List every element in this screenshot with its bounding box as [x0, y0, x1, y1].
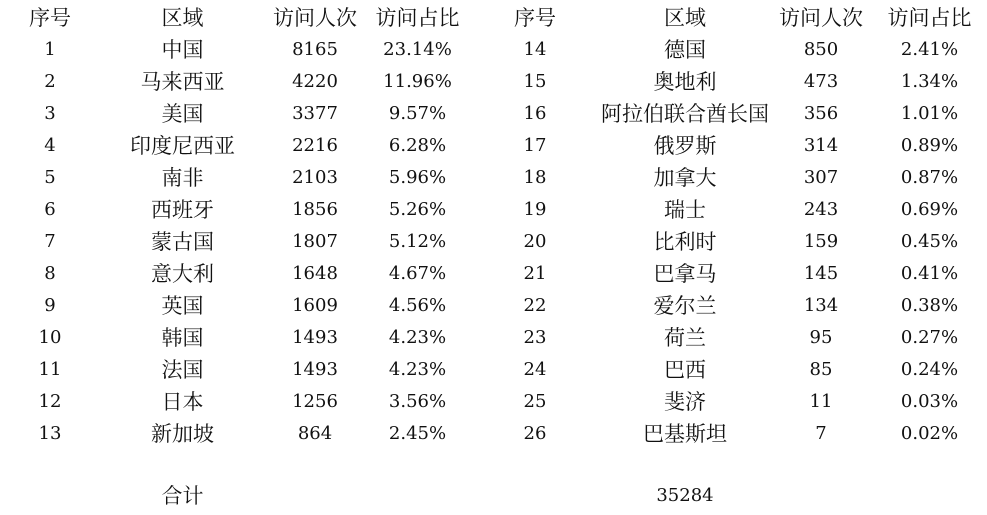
row-region: 巴拿马 [653, 262, 717, 286]
row-share: 0.89% [900, 135, 959, 156]
row-share: 23.14% [383, 39, 452, 60]
row-visits: 1256 [292, 391, 338, 412]
total-value: 35284 [656, 485, 714, 506]
row-visits: 1493 [292, 359, 338, 380]
row-share: 5.96% [388, 167, 447, 188]
table-row [0, 290, 987, 322]
row-no: 3 [44, 103, 56, 124]
row-no: 18 [523, 167, 547, 188]
table-row [0, 386, 987, 418]
row-visits: 1493 [292, 327, 338, 348]
row-no: 12 [38, 391, 62, 412]
row-region: 中国 [161, 38, 204, 62]
row-no: 11 [38, 359, 62, 380]
row-region: 阿拉伯联合酋长国 [601, 102, 769, 126]
row-no: 25 [523, 391, 547, 412]
row-visits: 473 [803, 71, 839, 92]
row-visits: 850 [803, 39, 839, 60]
row-visits: 159 [803, 231, 839, 252]
row-share: 6.28% [388, 135, 447, 156]
row-visits: 134 [803, 295, 839, 316]
row-no: 7 [44, 231, 56, 252]
visits-by-region-table [0, 2, 987, 450]
row-region: 印度尼西亚 [130, 134, 235, 158]
table-row [0, 162, 987, 194]
row-visits: 7 [815, 423, 827, 444]
row-region: 斐济 [664, 390, 706, 414]
row-region: 马来西亚 [140, 70, 225, 94]
row-no: 9 [44, 295, 56, 316]
row-region: 巴基斯坦 [643, 422, 727, 446]
header-row [0, 2, 987, 34]
row-region: 比利时 [653, 230, 717, 254]
row-share: 0.45% [900, 231, 959, 252]
row-share: 5.12% [388, 231, 447, 252]
row-share: 9.57% [388, 103, 447, 124]
header-region-right: 区域 [664, 6, 706, 30]
row-visits: 11 [809, 391, 833, 412]
row-no: 6 [44, 199, 56, 220]
row-no: 10 [38, 327, 62, 348]
row-region: 法国 [161, 358, 204, 382]
row-visits: 864 [297, 423, 333, 444]
table-row [0, 418, 987, 450]
row-share: 4.67% [388, 263, 447, 284]
row-visits: 356 [803, 103, 839, 124]
row-region: 爱尔兰 [653, 294, 717, 318]
row-share: 0.69% [900, 199, 959, 220]
row-visits: 2103 [292, 167, 338, 188]
row-visits: 145 [803, 263, 839, 284]
row-visits: 2216 [292, 135, 338, 156]
row-region: 瑞士 [664, 198, 706, 222]
row-share: 3.56% [388, 391, 447, 412]
row-region: 巴西 [664, 358, 706, 382]
row-visits: 1807 [292, 231, 338, 252]
row-no: 1 [44, 39, 56, 60]
header-visits-left: 访问人次 [273, 6, 357, 30]
row-no: 8 [44, 263, 56, 284]
row-no: 16 [523, 103, 547, 124]
row-region: 荷兰 [664, 326, 706, 350]
row-share: 2.45% [388, 423, 447, 444]
header-no-right: 序号 [514, 6, 556, 30]
table-row [0, 226, 987, 258]
row-share: 0.41% [900, 263, 959, 284]
row-region: 南非 [161, 166, 204, 190]
row-no: 4 [44, 135, 56, 156]
row-no: 14 [523, 39, 547, 60]
row-share: 4.23% [388, 359, 447, 380]
row-no: 22 [523, 295, 547, 316]
table-row [0, 66, 987, 98]
row-share: 2.41% [900, 39, 959, 60]
row-no: 26 [523, 423, 547, 444]
row-share: 0.38% [900, 295, 959, 316]
header-no-left: 序号 [29, 6, 71, 30]
row-region: 奥地利 [653, 70, 717, 94]
row-visits: 4220 [292, 71, 338, 92]
row-visits: 3377 [292, 103, 338, 124]
row-share: 1.34% [900, 71, 959, 92]
row-no: 20 [523, 231, 547, 252]
table-row [0, 258, 987, 290]
table-row [0, 130, 987, 162]
row-visits: 314 [803, 135, 839, 156]
row-region: 德国 [664, 38, 706, 62]
row-region: 日本 [161, 390, 204, 414]
row-share: 4.56% [388, 295, 447, 316]
row-no: 15 [523, 71, 547, 92]
row-region: 西班牙 [151, 198, 214, 222]
table-row [0, 34, 987, 66]
row-share: 0.87% [900, 167, 959, 188]
table-row [0, 354, 987, 386]
row-visits: 1856 [292, 199, 338, 220]
row-region: 俄罗斯 [653, 134, 717, 158]
row-no: 21 [523, 263, 547, 284]
row-region: 蒙古国 [151, 230, 214, 254]
row-region: 英国 [161, 294, 204, 318]
row-no: 24 [523, 359, 547, 380]
row-visits: 1648 [292, 263, 338, 284]
row-visits: 307 [803, 167, 839, 188]
row-region: 加拿大 [653, 166, 717, 190]
row-no: 19 [523, 199, 547, 220]
row-no: 2 [44, 71, 56, 92]
row-no: 5 [44, 167, 56, 188]
row-visits: 95 [809, 327, 833, 348]
row-no: 13 [38, 423, 62, 444]
row-visits: 85 [809, 359, 833, 380]
header-visits-right: 访问人次 [779, 6, 863, 30]
row-region: 意大利 [151, 262, 214, 286]
row-share: 1.01% [900, 103, 959, 124]
header-region-left: 区域 [161, 6, 204, 30]
table-row [0, 98, 987, 130]
row-region: 美国 [161, 102, 204, 126]
row-visits: 8165 [292, 39, 338, 60]
row-share: 4.23% [388, 327, 447, 348]
row-share: 0.27% [900, 327, 959, 348]
row-no: 17 [523, 135, 547, 156]
row-no: 23 [523, 327, 547, 348]
row-share: 11.96% [383, 71, 452, 92]
header-share-right: 访问占比 [887, 6, 972, 30]
table-row [0, 322, 987, 354]
header-share-left: 访问占比 [375, 6, 460, 30]
total-label: 合计 [161, 484, 204, 508]
row-share: 5.26% [388, 199, 447, 220]
table-row [0, 194, 987, 226]
row-share: 0.02% [900, 423, 959, 444]
row-region: 新加坡 [151, 422, 214, 446]
row-region: 韩国 [161, 326, 204, 350]
row-share: 0.03% [900, 391, 959, 412]
row-share: 0.24% [900, 359, 959, 380]
row-visits: 1609 [292, 295, 338, 316]
row-visits: 243 [803, 199, 839, 220]
